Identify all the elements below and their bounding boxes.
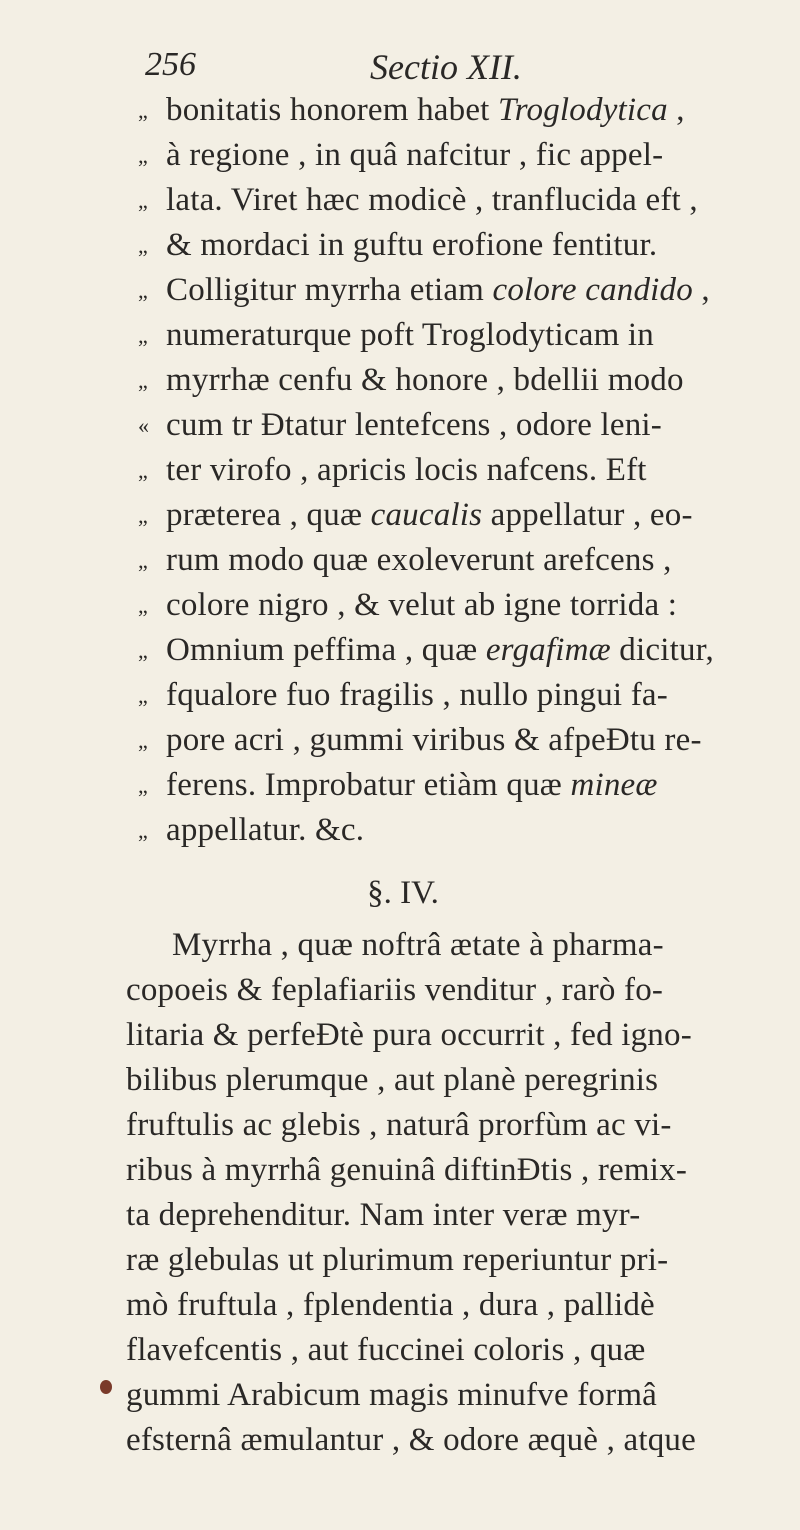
section-title: Sectio XII. (370, 47, 522, 87)
paragraph-line: litaria & perfeĐtè pura occurrit , fed igno- (126, 1017, 692, 1053)
paragraph-line: efsternâ æmulantur , & odore æquè , atque (126, 1422, 696, 1458)
quote-line (138, 133, 728, 178)
text-run: numeraturque poft Troglodyticam in (166, 317, 654, 353)
italic-term: colore candido (492, 272, 693, 308)
paragraph-line: copoeis & feplafiariis venditur , rarò fo- (126, 972, 664, 1008)
quote-mark: „ (138, 98, 148, 123)
text-run: Colligitur myrrha etiam (166, 272, 493, 308)
quote-line (138, 358, 728, 403)
text-run: Omnium peffima , quæ (166, 632, 486, 668)
quote-mark: „ (138, 143, 148, 168)
paragraph-line: Myrrha , quæ noftrâ ætate à pharma- (172, 927, 664, 963)
text-run: myrrhæ cenfu & honore , bdellii modo (166, 362, 684, 398)
text-run: & mordaci in guftu erofione fentitur. (166, 227, 658, 263)
paragraph-line: mò fruftula , fplendentia , dura , pallidè (126, 1287, 655, 1323)
text-run: appellatur. &c. (166, 812, 365, 848)
quote-mark: „ (138, 233, 148, 258)
text-run: pore acri , gummi viribus & afpeĐtu re- (166, 722, 702, 758)
quoted-passage (138, 88, 728, 853)
paragraph-line: fruftulis ac glebis , naturâ prorfùm ac vi- (126, 1107, 672, 1143)
quote-mark: „ (138, 593, 148, 618)
quote-line (138, 268, 728, 313)
text-run: fqualore fuo fragilis , nullo pingui fa- (166, 677, 668, 713)
text-run: , (692, 272, 710, 308)
text-run: rum modo quæ exoleverunt arefcens , (166, 542, 672, 578)
quote-line (138, 448, 728, 493)
quote-line (138, 763, 728, 808)
quote-mark: „ (138, 638, 148, 663)
quote-line (138, 628, 728, 673)
italic-term: ergafimæ (485, 632, 611, 668)
quote-mark: „ (138, 683, 148, 708)
quote-line (138, 673, 728, 718)
quote-mark: „ (138, 818, 148, 843)
quote-mark: „ (138, 728, 148, 753)
ink-spot-mark (100, 1380, 112, 1394)
text-run: bonitatis honorem habet (166, 92, 498, 128)
quote-line (138, 583, 728, 628)
quote-mark: « (138, 413, 150, 438)
text-run: ferens. Improbatur etiàm quæ (166, 767, 571, 803)
quote-mark: „ (138, 548, 148, 573)
text-run: ter virofo , apricis locis nafcens. Eft (166, 452, 647, 488)
paragraph-line: bilibus plerumque , aut planè peregrinis (126, 1062, 659, 1098)
text-run: colore nigro , & velut ab igne torrida : (166, 587, 678, 623)
text-run: , (667, 92, 685, 128)
paragraph-line: flavefcentis , aut fuccinei coloris , quæ (126, 1332, 646, 1368)
text-run: appellatur , eo- (482, 497, 693, 533)
text-run: dicitur, (610, 632, 714, 668)
quote-line (138, 403, 728, 448)
italic-term: mineæ (570, 767, 658, 803)
text-run: lata. Viret hæc modicè , tranflucida eft , (166, 182, 698, 218)
quote-mark: „ (138, 458, 148, 483)
text-run: cum tr Đtatur lentefcens , odore leni- (166, 407, 662, 443)
paragraph (126, 923, 728, 1463)
paragraph-line: ribus à myrrhâ genuinâ diftinĐtis , remix- (126, 1152, 688, 1188)
quote-mark: „ (138, 278, 148, 303)
quote-mark: „ (138, 503, 148, 528)
quote-mark: „ (138, 368, 148, 393)
italic-term: caucalis (370, 497, 483, 533)
quote-line (138, 223, 728, 268)
paragraph-line: ræ glebulas ut plurimum reperiuntur pri- (126, 1242, 669, 1278)
page-number: 256 (145, 46, 196, 83)
paragraph-line: gummi Arabicum magis minufve formâ (126, 1377, 658, 1413)
quote-mark: „ (138, 188, 148, 213)
text-run: præterea , quæ (166, 497, 371, 533)
quote-line (138, 178, 728, 223)
text-run: à regione , in quâ nafcitur , fic appel- (166, 137, 664, 173)
quote-mark: „ (138, 323, 148, 348)
paragraph-line: ta deprehenditur. Nam inter veræ myr- (126, 1197, 641, 1233)
quote-line (138, 313, 728, 358)
quote-line (138, 493, 728, 538)
quote-line (138, 808, 728, 853)
quote-line (138, 88, 728, 133)
quote-line (138, 538, 728, 583)
quote-mark: „ (138, 773, 148, 798)
italic-term: Troglodytica (497, 92, 668, 128)
section-heading: §. IV. (367, 875, 439, 911)
text-body (126, 88, 728, 1463)
quote-line (138, 718, 728, 763)
